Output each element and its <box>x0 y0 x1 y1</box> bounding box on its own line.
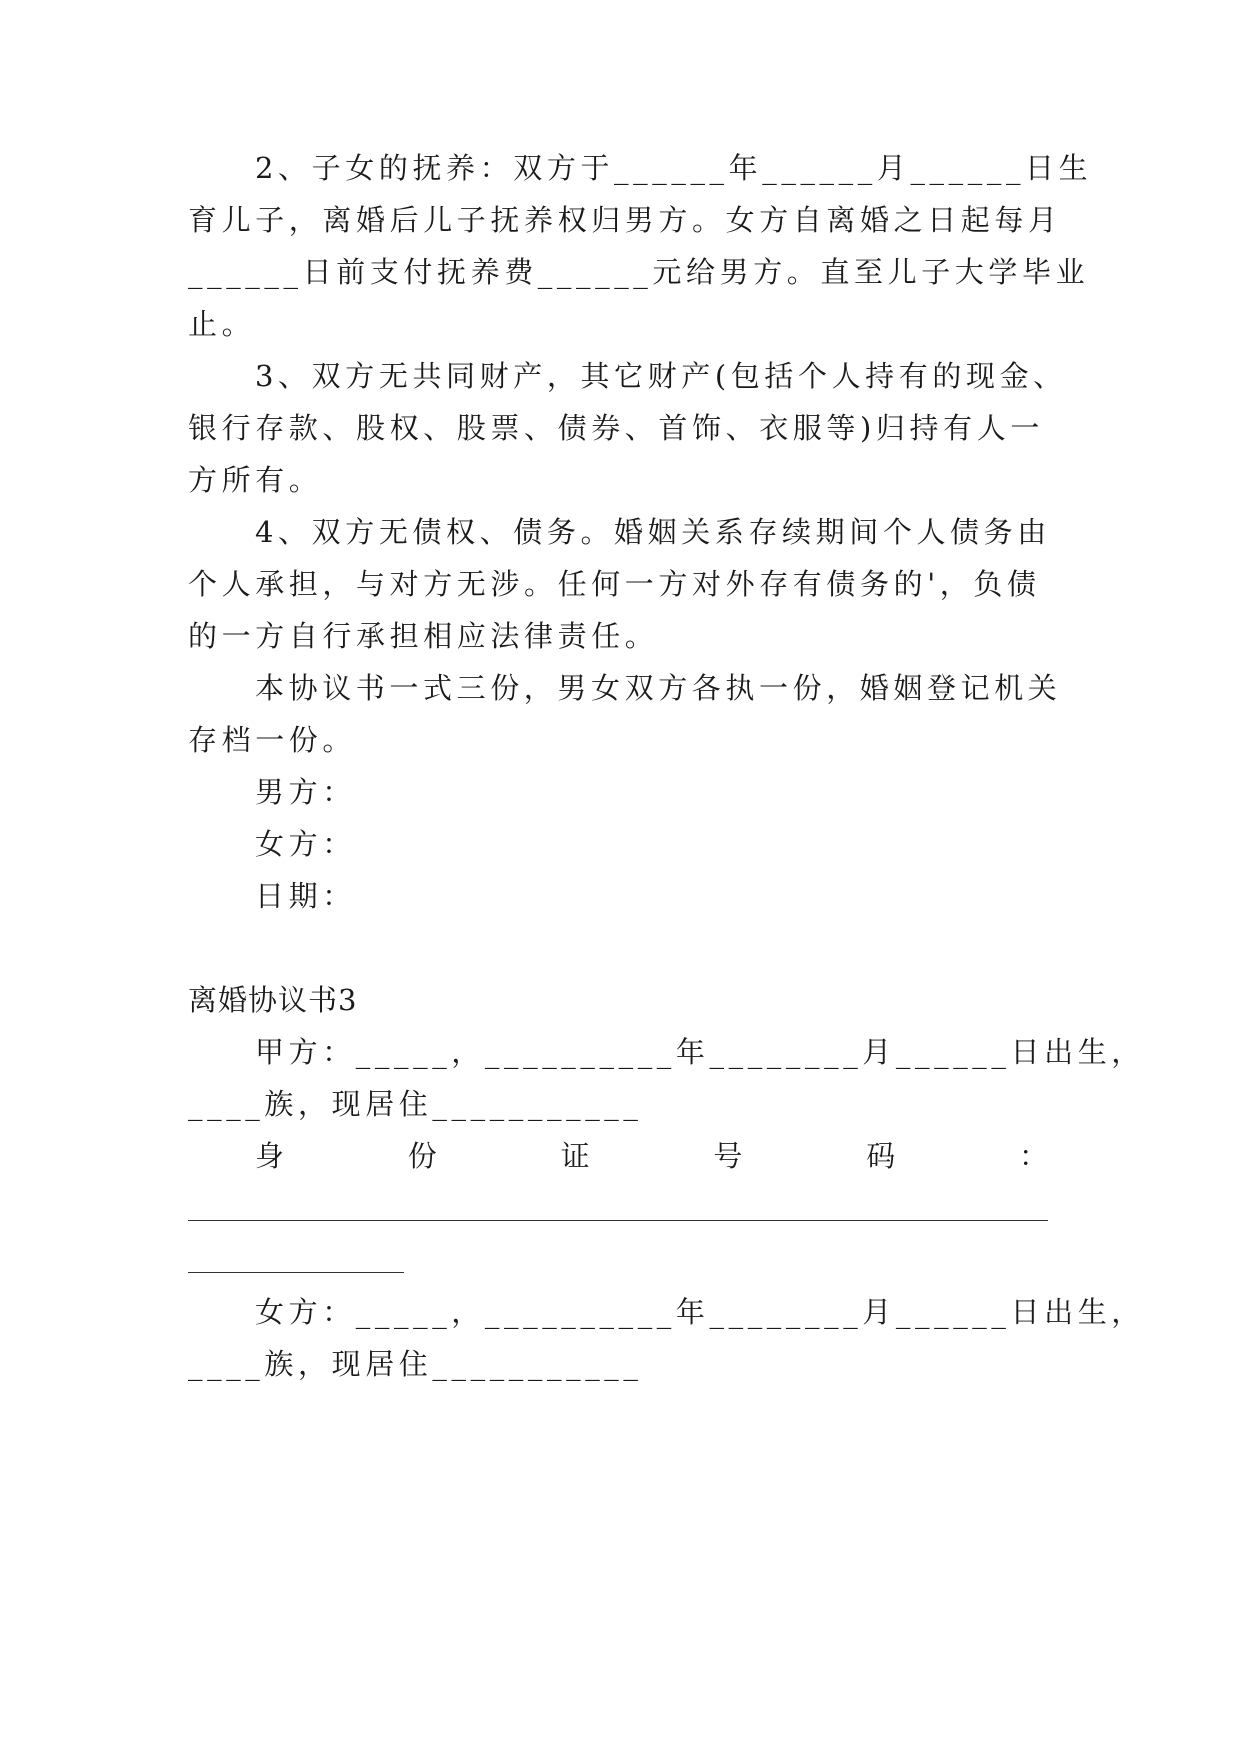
clause-3-line-1: 3、双方无共同财产，其它财产(包括个人持有的现金、 <box>255 359 1067 393</box>
clause-4-line-2: 个人承担，与对方无涉。任何一方对外存有债务的'，负债 <box>188 567 1041 601</box>
copies-line-2: 存档一份。 <box>188 723 357 757</box>
clause-2-line-4: 止。 <box>188 307 256 341</box>
clause-3-line-2: 银行存款、股权、股票、债券、首饰、衣服等)归持有人一 <box>188 411 1044 445</box>
clause-2-line-2: 育儿子，离婚后儿子抚养权归男方。女方自离婚之日起每月 <box>188 203 1062 237</box>
clause-3-line-3: 方所有。 <box>188 463 323 497</box>
id-number-blank-line-2 <box>188 1272 404 1273</box>
id-label-char: 号 <box>713 1139 743 1173</box>
id-label-char: ： <box>1018 1139 1048 1173</box>
clause-2-line-3: ______日前支付抚养费______元给男方。直至儿子大学毕业 <box>188 255 1090 289</box>
party-a-line-1: 甲方：_____，__________年________月______日出生， <box>255 1035 1145 1069</box>
party-b-line-1: 女方：_____，__________年________月______日出生， <box>255 1295 1145 1329</box>
id-label-char: 身 <box>255 1139 285 1173</box>
party-b-line-2: ____族，现居住___________ <box>188 1347 643 1381</box>
id-label-char: 份 <box>407 1139 437 1173</box>
male-signature-label: 男方： <box>255 775 356 809</box>
copies-line-1: 本协议书一式三份，男女双方各执一份，婚姻登记机关 <box>255 671 1062 705</box>
female-signature-label: 女方： <box>255 827 356 861</box>
agreement-3-title: 离婚协议书3 <box>188 983 358 1017</box>
clause-2-line-1: 2、子女的抚养：双方于______年______月______日生 <box>255 151 1093 185</box>
clause-4-line-1: 4、双方无债权、债务。婚姻关系存续期间个人债务由 <box>255 515 1051 549</box>
id-number-label <box>255 1136 1048 1176</box>
party-a-line-2: ____族，现居住___________ <box>188 1087 643 1121</box>
id-label-char: 码 <box>866 1139 896 1173</box>
id-label-char: 证 <box>560 1139 590 1173</box>
id-number-blank-line-1 <box>188 1220 1048 1221</box>
date-label: 日期： <box>255 879 356 913</box>
clause-4-line-3: 的一方自行承担相应法律责任。 <box>188 619 659 653</box>
